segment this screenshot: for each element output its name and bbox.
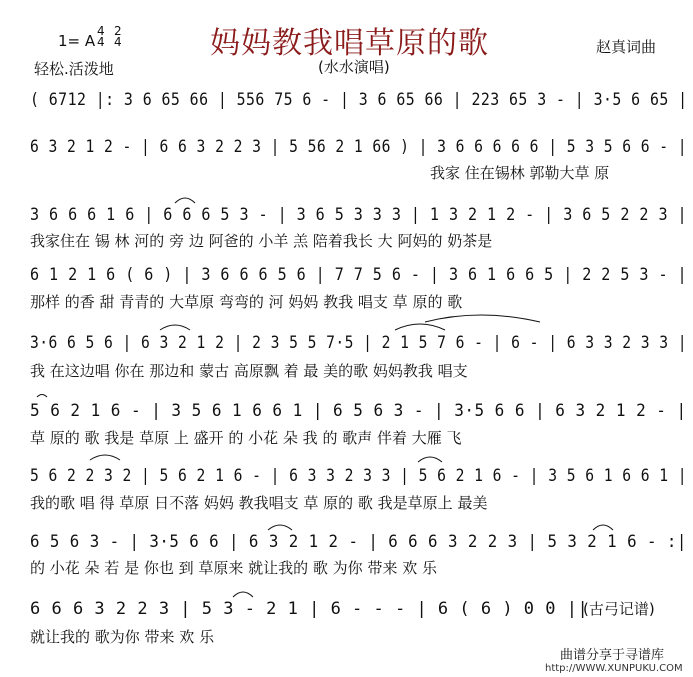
notation-line-9: 6 6 6 3 2 2 3 | 5 3 - 2 1 | 6 - - - | 6 ( 6 ) 0 0 || <box>30 599 589 619</box>
notation-line-6: 5 6 2 1 6 - | 3 5 6 1 6 6 1 | 6 5 6 3 - | 3·5 6 6 | 6 3 2 1 2 - | <box>30 401 687 421</box>
time-sig-top: 2 <box>114 24 122 38</box>
notation-line-5: 3·6 6 5 6 | 6 3 2 1 2 | 2 3 5 5 7·5 | 2 1 5 7 6 - | 6 - | 6 3 3 2 3 3 | <box>30 333 688 353</box>
key-signature: 1= A <box>58 32 96 50</box>
lyric-line-1: 我家 住在锡林 郭勒大草 原 <box>430 164 610 182</box>
footer-site-name: 曲谱分享于寻谱库 <box>560 648 665 663</box>
notation-line-7: 5 6 2 2 3 2 | 5 6 2 1 6 - | 6 3 3 2 3 3 | 5 6 2 1 6 - | 3 5 6 1 6 6 1 | <box>30 466 688 486</box>
lyric-line-6: 草 原的 歌 我是 草原 上 盛开 的 小花 朵 我 的 歌声 伴着 大雁 飞 <box>30 429 462 447</box>
lyric-line-5: 我 在这边唱 你在 那边和 蒙古 高原飘 着 最 美的歌 妈妈教我 唱支 <box>30 362 468 380</box>
tempo-marking: 轻松.活泼地 <box>34 60 114 78</box>
footer-url: http://WWW.XUNPUKU.COM <box>545 663 683 674</box>
notation-line-8: 6 5 6 3 - | 3·5 6 6 | 6 3 2 1 2 - | 6 6 6 3 2 2 3 | 5 3 2 1 6 - :| <box>30 532 687 552</box>
notation-line-3: 3 6 6 6 1 6 | 6 6 6 5 3 - | 3 6 5 3 3 3 | 1 3 2 1 2 - | 3 6 5 2 2 3 | <box>30 205 688 225</box>
notation-line-4: 6 1 2 1 6 ( 6 ) | 3 6 6 6 5 6 | 7 7 5 6 - | 3 6 1 6 6 5 | 2 2 5 3 - | <box>30 265 688 285</box>
transcriber-credit: (古弓记谱) <box>583 600 655 618</box>
time-sig-bottom: 4 <box>97 35 105 49</box>
singer-credit: (水水演唱) <box>318 58 390 76</box>
lyric-line-3: 我家住在 锡 林 河的 旁 边 阿爸的 小羊 羔 陪着我长 大 阿妈的 奶茶是 <box>30 232 493 250</box>
notation-line-2: 6 3 2 1 2 - | 6 6 3 2 2 3 | 5 56 2 1 66 ) | 3 6 6 6 6 6 | 5 3 5 6 6 - | <box>30 137 688 157</box>
lyric-line-7: 我的歌 唱 得 草原 日不落 妈妈 教我唱支 草 原的 歌 我是草原上 最美 <box>30 494 488 512</box>
time-sig-bottom: 4 <box>114 35 122 49</box>
lyric-line-4: 那样 的香 甜 青青的 大草原 弯弯的 河 妈妈 教我 唱支 草 原的 歌 <box>30 293 463 311</box>
lyric-line-8: 的 小花 朵 若 是 你也 到 草原来 就让我的 歌 为你 带来 欢 乐 <box>30 559 437 577</box>
time-sig-top: 4 <box>97 24 105 38</box>
lyric-line-9: 就让我的 歌为你 带来 欢 乐 <box>30 628 215 646</box>
author-credit: 赵真词曲 <box>596 38 657 56</box>
notation-line-1: ( 6712 |: 3 6 65 66 | 556 75 6 - | 3 6 65 66 | 223 65 3 - | 3·5 6 65 | <box>30 90 688 110</box>
song-title: 妈妈教我唱草原的歌 <box>210 26 489 61</box>
